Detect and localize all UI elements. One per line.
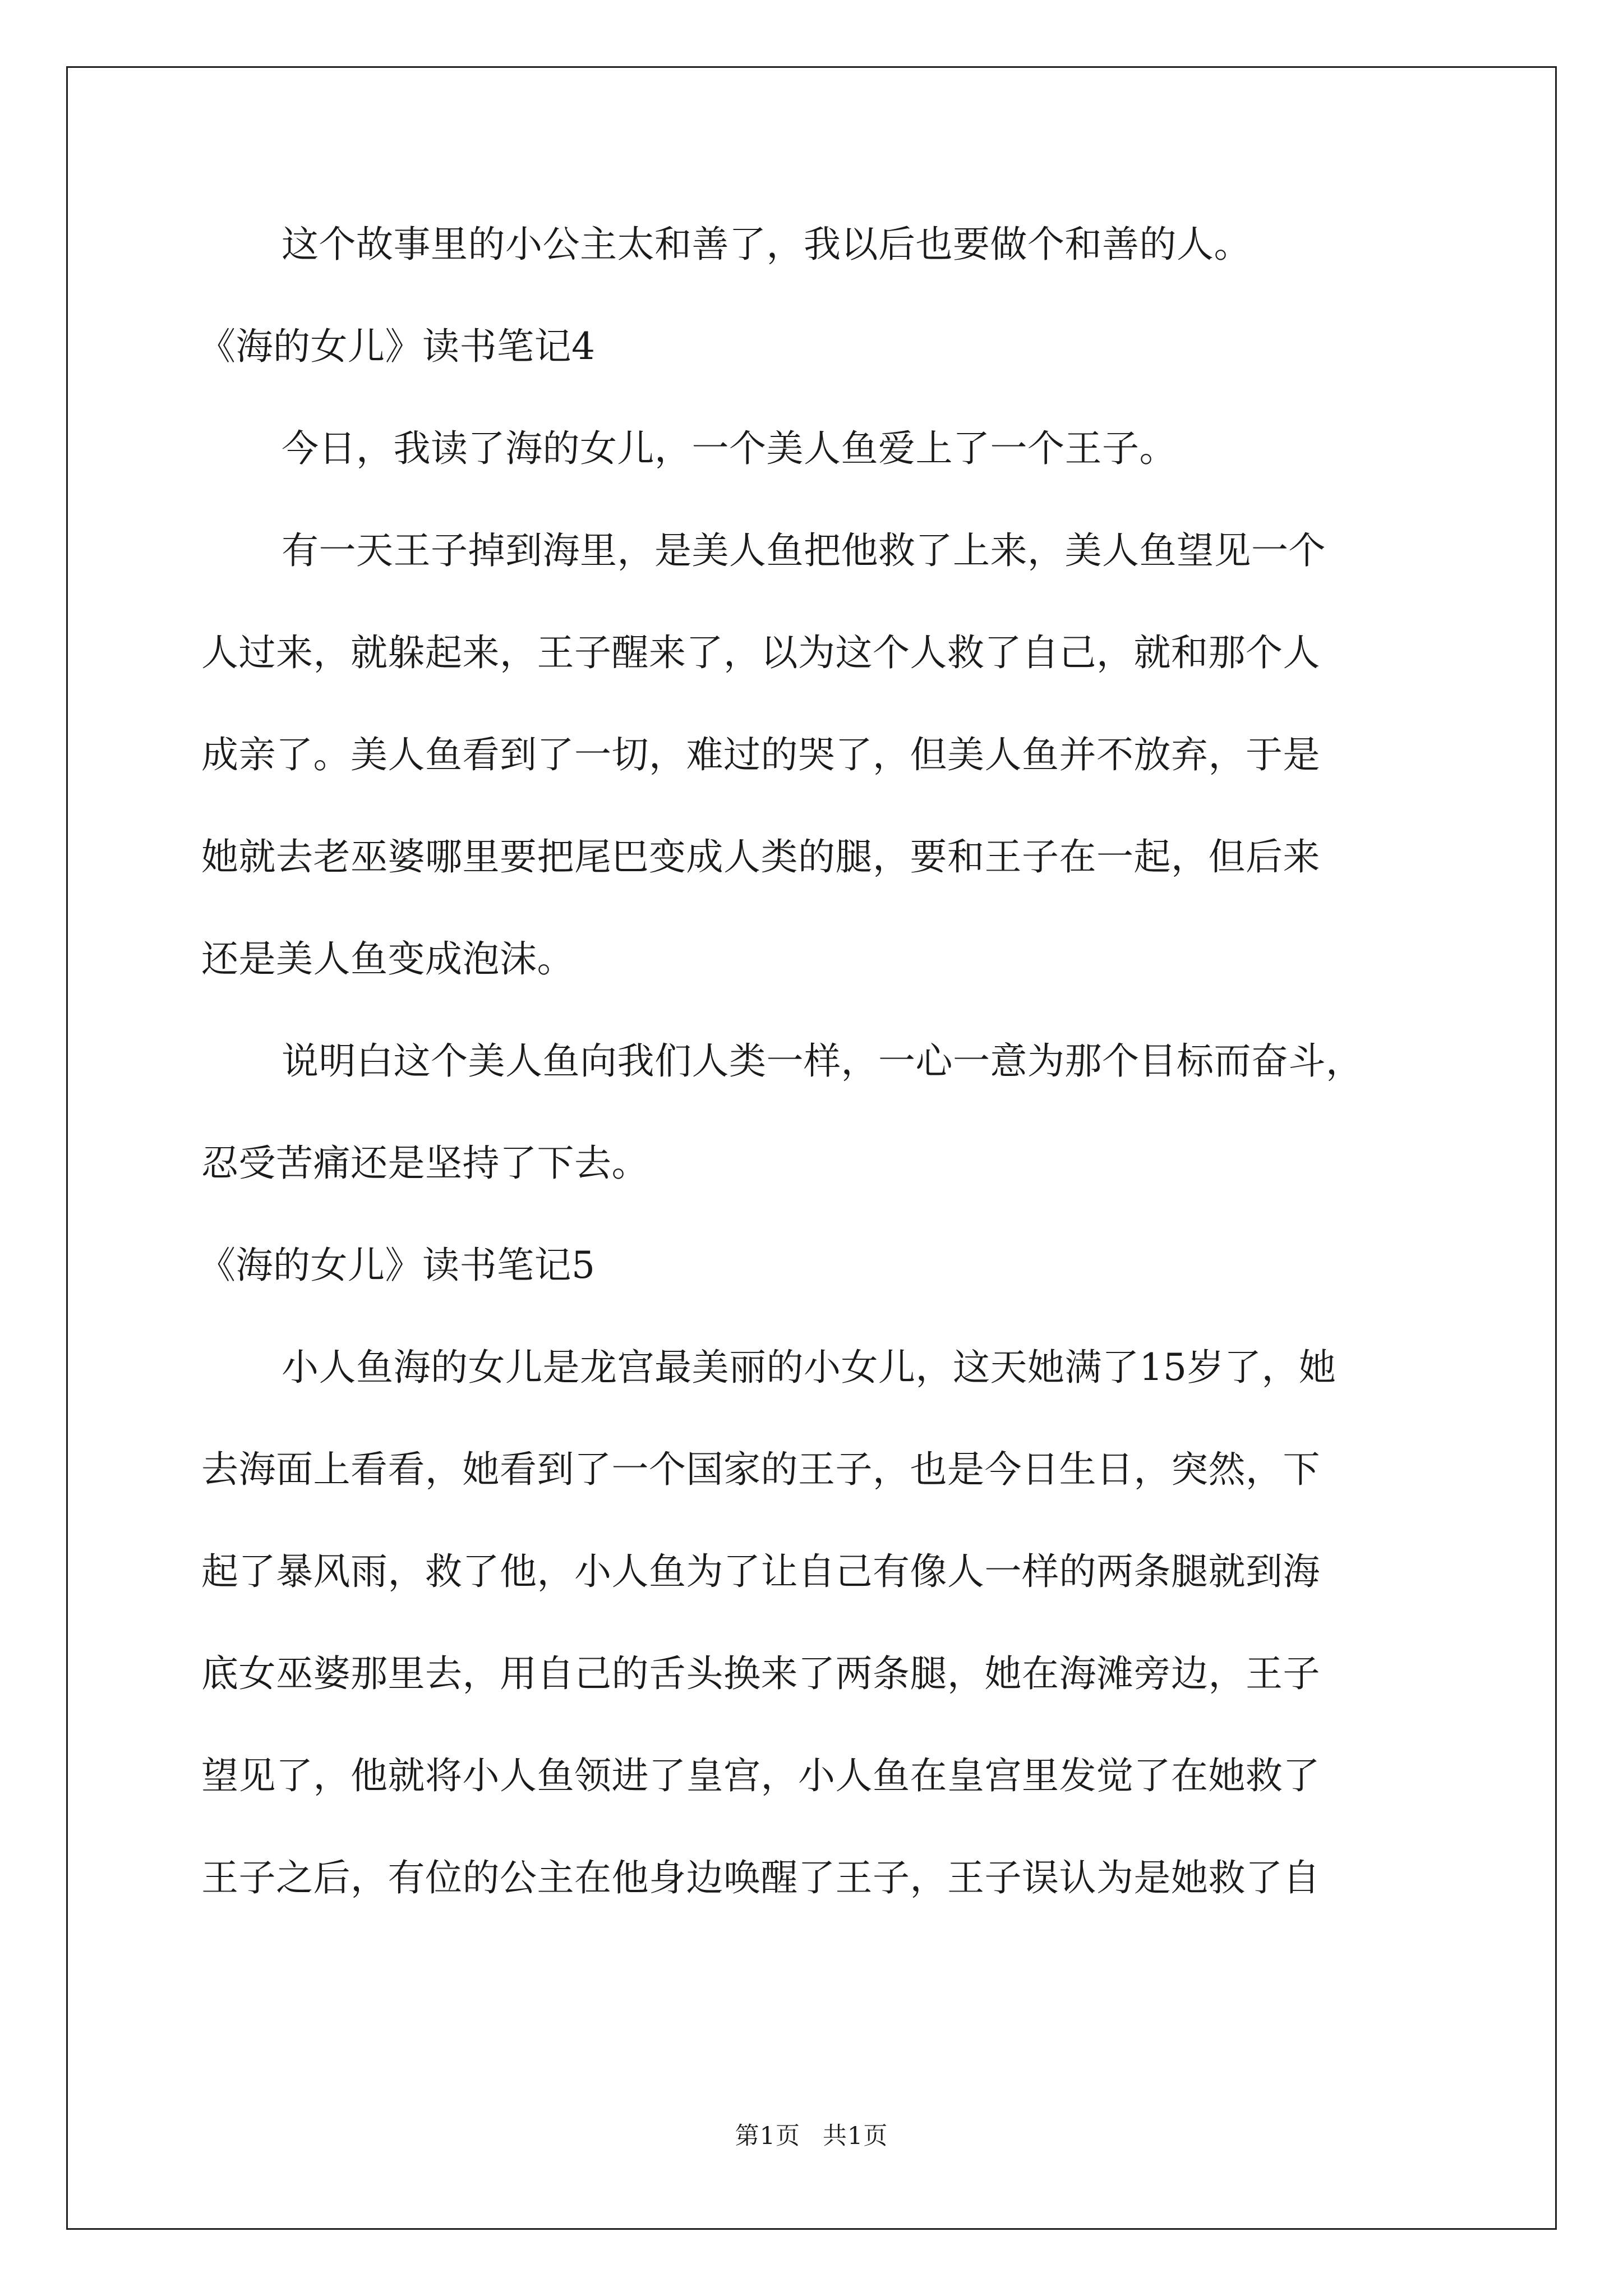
paragraph-line: 底女巫婆那里去，用自己的舌头换来了两条腿，她在海滩旁边，王子 xyxy=(201,1652,1320,1695)
document-body xyxy=(201,219,1435,1954)
paragraph-line: 她就去老巫婆哪里要把尾巴变成人类的腿，要和王子在一起，但后来 xyxy=(201,835,1320,878)
page-number-total: 共1页 xyxy=(823,2122,888,2150)
paragraph-line: 说明白这个美人鱼向我们人类一样，一心一意为那个目标而奋斗， xyxy=(282,1039,1363,1083)
paragraph-line: 成亲了。美人鱼看到了一切，难过的哭了，但美人鱼并不放弃，于是 xyxy=(201,733,1320,776)
paragraph-line: 这个故事里的小公主太和善了，我以后也要做个和善的人。 xyxy=(282,223,1251,266)
paragraph-line: 还是美人鱼变成泡沫。 xyxy=(201,937,574,981)
paragraph-line: 人过来，就躲起来，王子醒来了，以为这个人救了自己，就和那个人 xyxy=(201,631,1320,674)
paragraph-line: 望见了，他就将小人鱼领进了皇宫，小人鱼在皇宫里发觉了在她救了 xyxy=(201,1754,1320,1797)
paragraph-line: 今日，我读了海的女儿，一个美人鱼爱上了一个王子。 xyxy=(282,427,1177,470)
paragraph-line: 起了暴风雨，救了他，小人鱼为了让自己有像人一样的两条腿就到海 xyxy=(201,1550,1320,1593)
page-footer xyxy=(0,2122,1623,2151)
paragraph-line: 去海面上看看，她看到了一个国家的王子，也是今日生日，突然，下 xyxy=(201,1448,1320,1491)
page-number-current: 第1页 xyxy=(735,2122,800,2150)
section-heading: 《海的女儿》读书笔记5 xyxy=(199,1244,596,1287)
paragraph-line: 忍受苦痛还是坚持了下去。 xyxy=(201,1142,649,1185)
section-heading: 《海的女儿》读书笔记4 xyxy=(199,325,596,368)
paragraph-line: 王子之后，有位的公主在他身边唤醒了王子，王子误认为是她救了自 xyxy=(201,1856,1320,1899)
paragraph-line: 小人鱼海的女儿是龙宫最美丽的小女儿，这天她满了15岁了，她 xyxy=(282,1346,1336,1389)
paragraph-line: 有一天王子掉到海里，是美人鱼把他救了上来，美人鱼望见一个 xyxy=(282,529,1326,572)
